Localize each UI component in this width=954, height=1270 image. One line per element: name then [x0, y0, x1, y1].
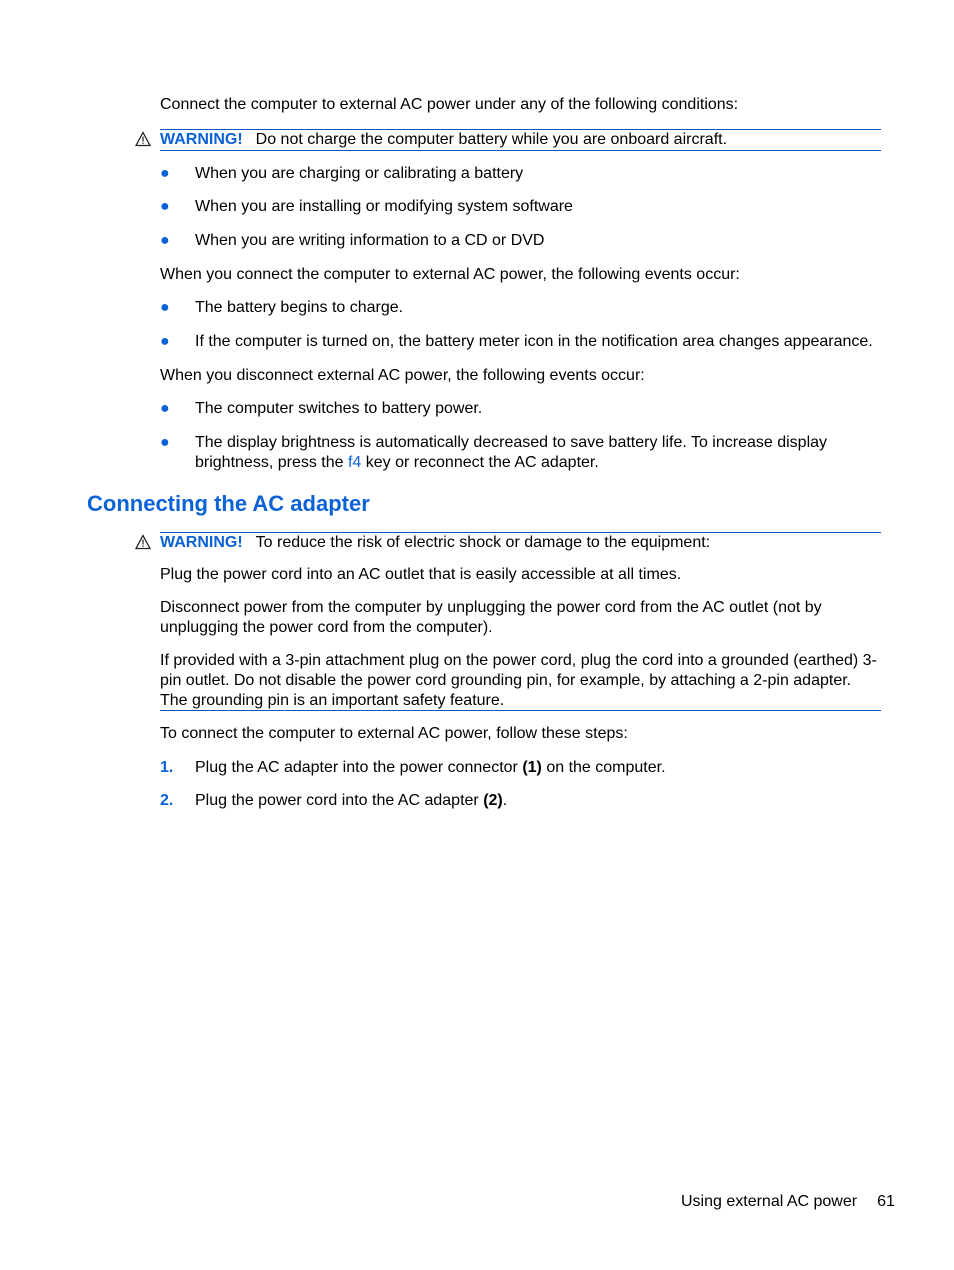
warning-text: To reduce the risk of electric shock or damage to the equipment:	[255, 534, 711, 551]
brightness-text-part1: The display brightness is automatically decreased to save battery life. To increase display brightness, press the	[195, 434, 828, 471]
warning-box-electric-shock	[160, 532, 881, 553]
warning-box-aircraft	[160, 129, 881, 151]
list-item	[160, 332, 881, 352]
warning-triangle-icon	[135, 534, 151, 550]
list-item	[160, 399, 881, 419]
footer-section-title: Using external AC power	[681, 1193, 858, 1210]
warning-end-rule	[160, 710, 881, 711]
disconnect-intro-paragraph: When you disconnect external AC power, the following events occur:	[160, 367, 645, 384]
list-item-text: When you are writing information to a CD or DVD	[195, 232, 545, 249]
bullet-icon: ●	[160, 198, 170, 215]
brightness-text-part2: key or reconnect the AC adapter.	[365, 454, 599, 471]
bullet-icon: ●	[160, 400, 170, 417]
safety-paragraph: If provided with a 3-pin attachment plug on the power cord, plug the cord into a grounded (earthed) 3-pin outlet. Do not disable the power cord grounding pin, for example, by attaching a 2-pin adapter. The grounding pin is an important safety feature.	[160, 652, 877, 709]
step-item	[160, 758, 881, 778]
list-item-text: When you are installing or modifying system software	[195, 198, 573, 215]
step-number: 2.	[160, 792, 174, 809]
step-text-before: Plug the power cord into the AC adapter	[195, 792, 479, 809]
warning-text: Do not charge the computer battery while you are onboard aircraft.	[255, 131, 728, 148]
warning-label: WARNING!	[160, 131, 243, 148]
page-footer	[681, 1192, 895, 1212]
list-item-text: When you are charging or calibrating a battery	[195, 165, 524, 182]
list-item-text: The computer switches to battery power.	[195, 400, 483, 417]
list-item-text: The battery begins to charge.	[195, 299, 404, 316]
steps-intro-paragraph: To connect the computer to external AC power, follow these steps:	[160, 725, 628, 742]
f4-key-reference: f4	[347, 454, 362, 471]
connect-intro-paragraph: When you connect the computer to external AC power, the following events occur:	[160, 266, 740, 283]
list-item	[160, 298, 881, 318]
bullet-icon: ●	[160, 232, 170, 249]
bullet-icon: ●	[160, 434, 170, 451]
bullet-icon: ●	[160, 333, 170, 350]
warning-label: WARNING!	[160, 534, 243, 551]
callout-label: (2)	[483, 792, 503, 809]
step-text-after: .	[502, 792, 508, 809]
intro-paragraph: Connect the computer to external AC power under any of the following conditions:	[160, 96, 739, 113]
list-item-text	[195, 433, 881, 473]
bullet-icon: ●	[160, 299, 170, 316]
section-heading: Connecting the AC adapter	[87, 491, 370, 516]
step-text	[195, 791, 881, 811]
list-item	[160, 231, 881, 251]
safety-paragraph: Plug the power cord into an AC outlet that is easily accessible at all times.	[160, 566, 682, 583]
list-item-text: If the computer is turned on, the battery meter icon in the notification area changes appearance.	[195, 333, 873, 350]
safety-paragraph: Disconnect power from the computer by unplugging the power cord from the AC outlet (not by unplugging the power cord from the computer).	[160, 599, 822, 636]
bullet-icon: ●	[160, 165, 170, 182]
list-item	[160, 197, 881, 217]
step-text-after: on the computer.	[546, 759, 666, 776]
step-item	[160, 791, 881, 811]
step-number: 1.	[160, 759, 174, 776]
list-item	[160, 164, 881, 184]
list-item	[160, 433, 881, 473]
callout-label: (1)	[522, 759, 542, 776]
step-text-before: Plug the AC adapter into the power connector	[195, 759, 518, 776]
page-number: 61	[877, 1193, 895, 1210]
step-text	[195, 758, 881, 778]
warning-triangle-icon	[135, 131, 151, 147]
